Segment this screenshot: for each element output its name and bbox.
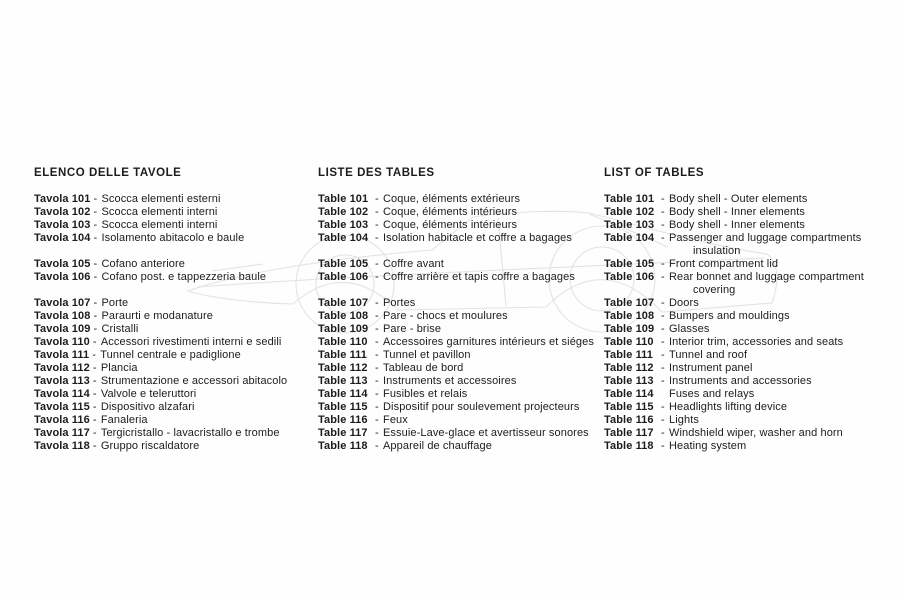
toc-entry-text: insulation xyxy=(693,245,741,257)
toc-entry-dash: - xyxy=(92,362,97,374)
toc-entry-dash: - xyxy=(375,258,379,270)
toc-entry-text: Plancia xyxy=(100,362,138,374)
toc-entry-number: Tavola 111 xyxy=(34,349,90,361)
toc-entry-number: Table 103 xyxy=(604,219,655,231)
toc-row xyxy=(34,401,287,414)
toc-entry-number: Tavola 114 xyxy=(34,388,90,400)
toc-row xyxy=(34,414,287,427)
toc-entry-dash: - xyxy=(92,440,97,452)
toc-entry-number: Table 110 xyxy=(604,336,654,348)
toc-entry-number: Table 104 xyxy=(604,232,655,244)
toc-entry-dash: - xyxy=(93,219,98,231)
toc-entry-text: Coffre avant xyxy=(383,258,444,270)
toc-entry-dash: - xyxy=(93,323,98,335)
toc-entry-number: Table 112 xyxy=(318,362,368,374)
toc-row xyxy=(318,427,594,440)
toc-entry-text: Pare - brise xyxy=(383,323,442,335)
toc-entry-number: Tavola 107 xyxy=(34,297,91,309)
toc-entry-dash: - xyxy=(661,258,665,270)
toc-entry-dash: - xyxy=(375,440,379,452)
toc-row xyxy=(604,401,864,414)
toc-entry-text: Fanaleria xyxy=(100,414,148,426)
toc-row xyxy=(34,323,287,336)
toc-entry-dash: - xyxy=(375,401,379,413)
toc-row xyxy=(318,349,594,362)
toc-entry-dash xyxy=(661,284,669,297)
toc-row xyxy=(318,336,594,349)
toc-entry-number: Tavola 113 xyxy=(34,375,90,387)
toc-entry-dash: - xyxy=(375,375,379,387)
toc-entry-dash: - xyxy=(92,375,97,387)
toc-row xyxy=(604,271,864,284)
toc-row xyxy=(34,310,287,323)
toc-entry-dash: - xyxy=(92,427,97,439)
toc-entry-text: Essuie-Lave-glace et avertisseur sonores xyxy=(383,427,589,439)
toc-entry-dash: - xyxy=(661,414,665,426)
toc-entry-dash: - xyxy=(661,349,665,361)
toc-entry-text: Front compartment lid xyxy=(669,258,779,270)
toc-entry-text: Cofano post. e tappezzeria baule xyxy=(101,271,267,283)
toc-row xyxy=(34,440,287,453)
toc-entry-number: Table 115 xyxy=(604,401,654,413)
toc-row xyxy=(318,440,594,453)
toc-entry-number: Table 106 xyxy=(318,271,369,283)
toc-row xyxy=(604,349,864,362)
spacer-row xyxy=(318,245,594,258)
toc-row xyxy=(34,388,287,401)
toc-entry-dash: - xyxy=(375,427,379,439)
toc-row xyxy=(318,323,594,336)
column-italian xyxy=(34,167,287,453)
toc-entry-text: Heating system xyxy=(669,440,747,452)
toc-entry-text: Instruments et accessoires xyxy=(383,375,517,387)
toc-entry-number: Tavola 103 xyxy=(34,219,91,231)
toc-list-italian xyxy=(34,193,287,453)
toc-entry-dash: - xyxy=(93,297,98,309)
toc-entry-text: Tunnel and roof xyxy=(669,349,748,361)
toc-entry-number: Tavola 117 xyxy=(34,427,90,439)
toc-entry-dash: - xyxy=(661,336,665,348)
toc-entry-dash: - xyxy=(92,401,97,413)
toc-entry-dash: - xyxy=(661,427,665,439)
column-french xyxy=(318,167,594,453)
toc-entry-text: Strumentazione e accessori abitacolo xyxy=(100,375,288,387)
toc-row xyxy=(318,401,594,414)
toc-entry-text: covering xyxy=(693,284,736,296)
toc-entry-text: Gruppo riscaldatore xyxy=(100,440,200,452)
toc-entry-text: Tunnel centrale e padiglione xyxy=(100,349,241,361)
toc-entry-dash: - xyxy=(375,362,379,374)
toc-entry-number: Tavola 108 xyxy=(34,310,91,322)
toc-entry-dash: - xyxy=(661,323,665,335)
toc-entry-text: Glasses xyxy=(669,323,710,335)
toc-row xyxy=(34,375,287,388)
toc-entry-dash: - xyxy=(661,297,665,309)
toc-entry-number: Tavola 101 xyxy=(34,193,91,205)
toc-row xyxy=(604,310,864,323)
toc-entry-dash: - xyxy=(375,349,379,361)
toc-entry-dash: - xyxy=(375,323,379,335)
toc-entry-number: Tavola 102 xyxy=(34,206,91,218)
toc-entry-number: Table 101 xyxy=(604,193,655,205)
toc-row xyxy=(604,375,864,388)
toc-row xyxy=(318,388,594,401)
toc-row xyxy=(34,349,287,362)
toc-row xyxy=(318,297,594,310)
toc-entry-number: Tavola 105 xyxy=(34,258,91,270)
toc-row-continuation xyxy=(604,284,864,297)
toc-row xyxy=(34,297,287,310)
toc-entry-number: Table 116 xyxy=(318,414,368,426)
toc-entry-text: Windshield wiper, washer and horn xyxy=(669,427,843,439)
toc-entry-number: Table 110 xyxy=(318,336,368,348)
toc-entry-text: Accessoires garnitures intérieurs et siéges xyxy=(383,336,594,348)
toc-entry-text: Interior trim, accessories and seats xyxy=(669,336,844,348)
toc-entry-dash: - xyxy=(92,349,96,361)
toc-entry-number: Tavola 109 xyxy=(34,323,91,335)
toc-list-english xyxy=(604,193,864,453)
toc-row xyxy=(604,258,864,271)
toc-row xyxy=(318,206,594,219)
toc-entry-text: Appareil de chauffage xyxy=(383,440,492,452)
toc-entry-text: Feux xyxy=(383,414,408,426)
toc-entry-dash: - xyxy=(661,362,665,374)
toc-entry-dash: - xyxy=(661,232,665,244)
toc-entry-number: Table 111 xyxy=(318,349,368,361)
toc-entry-number: Table 102 xyxy=(318,206,369,218)
toc-entry-dash xyxy=(661,388,669,401)
toc-entry-number: Tavola 106 xyxy=(34,271,91,283)
toc-entry-number: Table 105 xyxy=(604,258,655,270)
toc-row xyxy=(318,193,594,206)
toc-entry-text: Scocca elementi interni xyxy=(101,219,218,231)
toc-entry-dash: - xyxy=(661,193,665,205)
toc-entry-number: Table 107 xyxy=(604,297,655,309)
toc-entry-text: Lights xyxy=(669,414,699,426)
toc-row xyxy=(34,362,287,375)
toc-entry-dash: - xyxy=(375,206,379,218)
toc-row xyxy=(604,232,864,245)
toc-row xyxy=(604,336,864,349)
toc-entry-text: Bumpers and mouldings xyxy=(669,310,790,322)
toc-entry-text: Body shell - Inner elements xyxy=(669,219,805,231)
toc-entry-dash: - xyxy=(661,271,665,283)
toc-entry-text: Pare - chocs et moulures xyxy=(383,310,508,322)
toc-entry-number: Table 108 xyxy=(604,310,655,322)
toc-entry-text: Rear bonnet and luggage compartment xyxy=(669,271,864,283)
toc-entry-number: Tavola 104 xyxy=(34,232,91,244)
toc-entry-number: Table 109 xyxy=(604,323,655,335)
toc-row xyxy=(318,232,594,245)
toc-entry-dash: - xyxy=(93,310,98,322)
toc-entry-text: Portes xyxy=(383,297,416,309)
toc-row xyxy=(604,219,864,232)
toc-entry-dash: - xyxy=(92,388,97,400)
spacer-row xyxy=(34,284,287,297)
toc-entry-number: Tavola 112 xyxy=(34,362,90,374)
toc-entry-number: Table 105 xyxy=(318,258,369,270)
column-header-french: LISTE DES TABLES xyxy=(318,167,435,179)
toc-entry-text: Isolamento abitacolo e baule xyxy=(101,232,245,244)
toc-row xyxy=(604,362,864,375)
toc-entry-dash: - xyxy=(92,414,97,426)
toc-entry-text: Scocca elementi interni xyxy=(101,206,218,218)
toc-row xyxy=(34,219,287,232)
toc-entry-number: Table 118 xyxy=(318,440,368,452)
toc-entry-text: Passenger and luggage compartments xyxy=(669,232,862,244)
toc-row xyxy=(34,336,287,349)
toc-entry-number: Table 103 xyxy=(318,219,369,231)
toc-entry-number: Table 111 xyxy=(604,349,654,361)
toc-entry-number: Tavola 110 xyxy=(34,336,90,348)
toc-row xyxy=(318,414,594,427)
toc-entry-text: Porte xyxy=(101,297,129,309)
toc-row xyxy=(604,440,864,453)
toc-entry-dash: - xyxy=(661,310,665,322)
toc-entry-number: Tavola 115 xyxy=(34,401,90,413)
toc-entry-dash xyxy=(661,245,669,258)
toc-entry-number: Table 104 xyxy=(318,232,369,244)
toc-entry-dash: - xyxy=(661,206,665,218)
toc-entry-dash: - xyxy=(93,271,98,283)
toc-entry-text: Fusibles et relais xyxy=(383,388,468,400)
toc-entry-text: Instrument panel xyxy=(669,362,753,374)
toc-entry-number: Table 116 xyxy=(604,414,654,426)
toc-row xyxy=(34,271,287,284)
toc-entry-text: Valvole e teleruttori xyxy=(100,388,197,400)
toc-row-continuation xyxy=(604,245,864,258)
toc-entry-number: Table 112 xyxy=(604,362,654,374)
toc-row xyxy=(34,258,287,271)
toc-entry-dash: - xyxy=(93,193,98,205)
toc-entry-dash: - xyxy=(661,219,665,231)
toc-entry-dash: - xyxy=(661,440,665,452)
toc-entry-text: Paraurti e modanature xyxy=(101,310,214,322)
toc-entry-number xyxy=(604,245,658,258)
toc-entry-number: Table 101 xyxy=(318,193,369,205)
toc-entry-text: Scocca elementi esterni xyxy=(101,193,221,205)
toc-row xyxy=(34,193,287,206)
toc-entry-dash: - xyxy=(375,310,379,322)
column-header-english: LIST OF TABLES xyxy=(604,167,705,179)
spacer-row xyxy=(318,284,594,297)
toc-entry-text: Doors xyxy=(669,297,699,309)
toc-entry-text: Isolation habitacle et coffre a bagages xyxy=(383,232,572,244)
toc-entry-dash: - xyxy=(375,297,379,309)
toc-entry-number xyxy=(604,284,658,297)
toc-entry-number: Table 117 xyxy=(318,427,368,439)
toc-entry-dash: - xyxy=(375,388,379,400)
toc-entry-dash: - xyxy=(375,232,379,244)
toc-entry-text: Dispositif pour soulevement projecteurs xyxy=(383,401,580,413)
toc-row xyxy=(604,323,864,336)
toc-entry-dash: - xyxy=(661,375,665,387)
toc-entry-text: Coque, éléments intérieurs xyxy=(383,219,518,231)
toc-entry-text: Cristalli xyxy=(101,323,139,335)
toc-row xyxy=(318,310,594,323)
toc-row xyxy=(604,206,864,219)
column-english xyxy=(604,167,864,453)
toc-row xyxy=(318,219,594,232)
toc-entry-text: Tunnel et pavillon xyxy=(383,349,471,361)
toc-entry-dash: - xyxy=(375,193,379,205)
toc-entry-number: Tavola 116 xyxy=(34,414,90,426)
toc-entry-number: Table 113 xyxy=(318,375,368,387)
toc-entry-text: Coque, éléments intérieurs xyxy=(383,206,518,218)
toc-entry-dash: - xyxy=(375,414,379,426)
spacer-row xyxy=(34,245,287,258)
toc-entry-text: Coffre arrière et tapis coffre a bagages xyxy=(383,271,575,283)
toc-entry-text: Instruments and accessories xyxy=(669,375,812,387)
toc-entry-text: Accessori rivestimenti interni e sedili xyxy=(100,336,282,348)
toc-entry-dash: - xyxy=(661,401,665,413)
toc-entry-text: Fuses and relays xyxy=(669,388,755,400)
toc-entry-number: Table 115 xyxy=(318,401,368,413)
toc-entry-text: Cofano anteriore xyxy=(101,258,185,270)
toc-entry-dash: - xyxy=(375,271,379,283)
toc-row xyxy=(604,193,864,206)
toc-entry-number: Table 107 xyxy=(318,297,369,309)
toc-entry-number: Table 108 xyxy=(318,310,369,322)
toc-entry-dash: - xyxy=(93,206,98,218)
toc-entry-number: Tavola 118 xyxy=(34,440,90,452)
toc-entry-number: Table 114 xyxy=(604,388,654,400)
toc-entry-text: Tableau de bord xyxy=(383,362,464,374)
toc-entry-number: Table 102 xyxy=(604,206,655,218)
toc-row xyxy=(604,297,864,310)
toc-row xyxy=(604,414,864,427)
toc-entry-number: Table 109 xyxy=(318,323,369,335)
toc-row xyxy=(34,232,287,245)
toc-entry-dash: - xyxy=(93,258,98,270)
toc-entry-dash: - xyxy=(93,232,98,244)
toc-row xyxy=(34,206,287,219)
toc-entry-number: Table 117 xyxy=(604,427,654,439)
toc-row xyxy=(318,258,594,271)
toc-row xyxy=(604,427,864,440)
toc-entry-text: Body shell - Inner elements xyxy=(669,206,805,218)
toc-entry-dash: - xyxy=(92,336,97,348)
toc-entry-dash: - xyxy=(375,336,379,348)
toc-row xyxy=(318,375,594,388)
column-header-italian: ELENCO DELLE TAVOLE xyxy=(34,167,182,179)
toc-row xyxy=(34,427,287,440)
toc-row xyxy=(604,388,864,401)
toc-entry-text: Headlights lifting device xyxy=(669,401,788,413)
toc-entry-text: Coque, éléments extérieurs xyxy=(383,193,521,205)
toc-row xyxy=(318,362,594,375)
toc-entry-number: Table 106 xyxy=(604,271,655,283)
toc-entry-number: Table 114 xyxy=(318,388,368,400)
toc-row xyxy=(318,271,594,284)
toc-entry-text: Body shell - Outer elements xyxy=(669,193,808,205)
toc-list-french xyxy=(318,193,594,453)
toc-entry-number: Table 118 xyxy=(604,440,654,452)
toc-entry-number: Table 113 xyxy=(604,375,654,387)
toc-entry-dash: - xyxy=(375,219,379,231)
toc-entry-text: Dispositivo alzafari xyxy=(100,401,195,413)
toc-entry-text: Tergicristallo - lavacristallo e trombe xyxy=(100,427,280,439)
